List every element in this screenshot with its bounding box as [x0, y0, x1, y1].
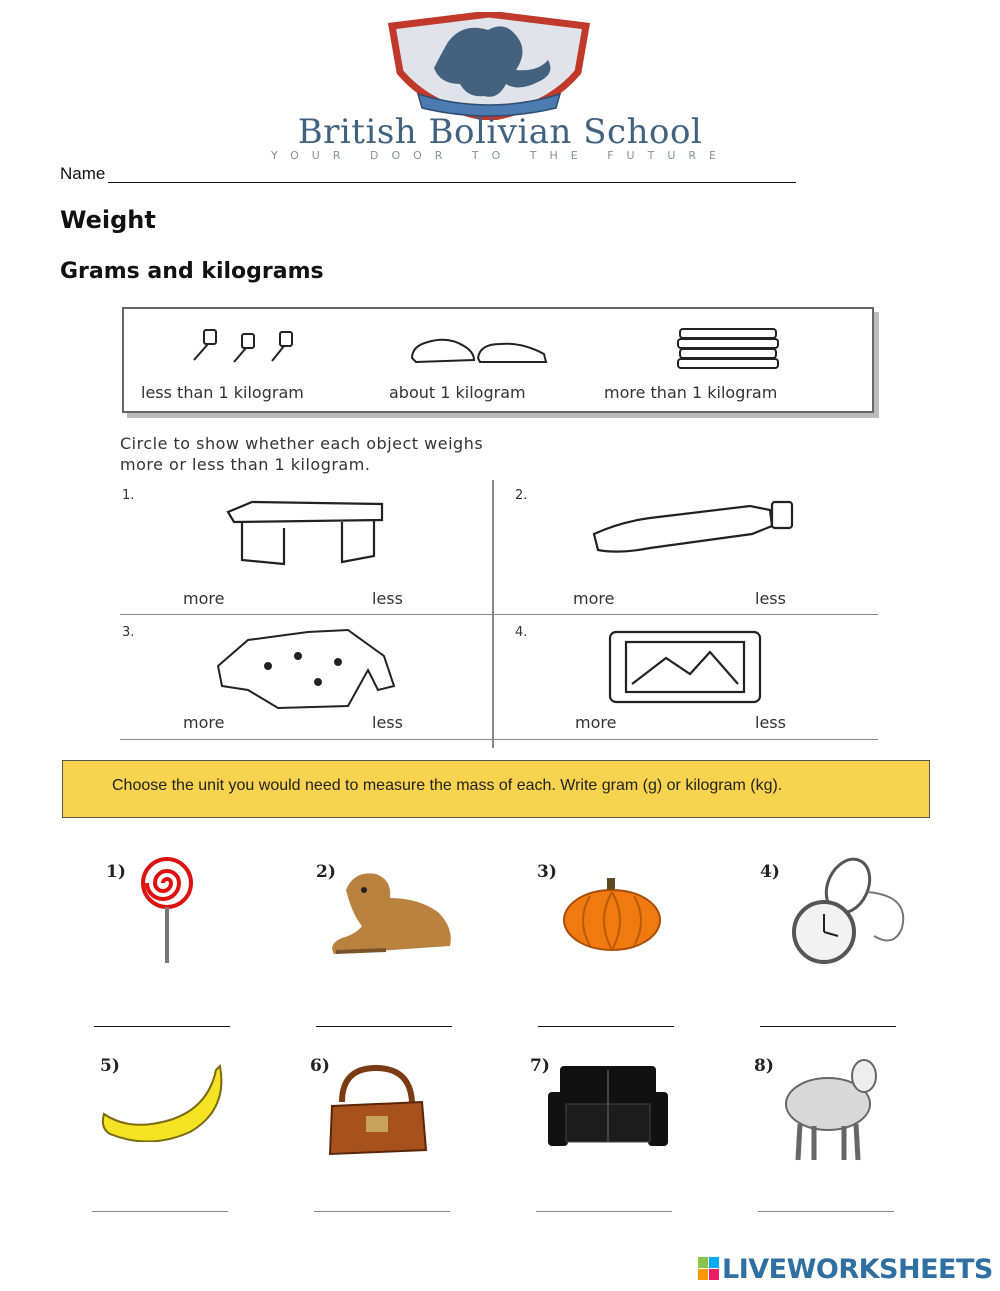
sneakers-icon: [408, 328, 550, 370]
sofa-icon: [546, 1064, 670, 1158]
unit-item-number: 2): [316, 862, 336, 882]
unit-item-number: 1): [106, 862, 126, 882]
unit-item-number: 7): [530, 1056, 550, 1076]
circle-instruction-line2: more or less than 1 kilogram.: [120, 455, 371, 474]
circle-option-less[interactable]: less: [755, 713, 786, 732]
table-icon: [222, 498, 388, 574]
liveworksheets-brand[interactable]: LIVEWORKSHEETS: [722, 1254, 993, 1285]
answer-field[interactable]: [758, 1211, 894, 1212]
handbag-icon: [322, 1062, 432, 1164]
unit-item-number: 6): [310, 1056, 330, 1076]
unit-item-number: 4): [760, 862, 780, 882]
page-title: Weight: [60, 206, 156, 234]
unit-item-number: 3): [537, 862, 557, 882]
circle-option-less[interactable]: less: [755, 589, 786, 608]
answer-field[interactable]: [536, 1211, 672, 1212]
name-label: Name: [60, 164, 106, 183]
unit-item-number: 5): [100, 1056, 120, 1076]
pocket-watch-icon: [784, 856, 914, 972]
banana-icon: [100, 1062, 224, 1146]
picture-frame-icon: [606, 628, 764, 710]
grid-divider-bottom: [120, 739, 878, 740]
circle-option-more[interactable]: more: [183, 589, 225, 608]
stacked-books-icon: [674, 325, 784, 373]
lollipop-icon: [140, 856, 194, 970]
page-subtitle: Grams and kilograms: [60, 259, 324, 284]
name-input-line[interactable]: [108, 182, 796, 183]
reference-label-less: less than 1 kilogram: [141, 383, 304, 402]
toothpaste-tube-icon: [590, 496, 800, 564]
reference-label-more: more than 1 kilogram: [604, 383, 778, 402]
circle-option-less[interactable]: less: [372, 589, 403, 608]
circle-option-more[interactable]: more: [573, 589, 615, 608]
circle-option-more[interactable]: more: [183, 713, 225, 732]
answer-field[interactable]: [92, 1211, 228, 1212]
circle-option-less[interactable]: less: [372, 713, 403, 732]
school-name: British Bolivian School: [297, 112, 703, 152]
sheep-icon: [778, 1054, 882, 1168]
answer-field[interactable]: [314, 1211, 450, 1212]
circle-item-number: 1.: [122, 488, 135, 503]
circle-item-number: 3.: [122, 625, 135, 640]
school-crest-logo: [388, 12, 590, 120]
reference-label-about: about 1 kilogram: [389, 383, 526, 402]
answer-field[interactable]: [538, 1026, 674, 1027]
school-tagline: YOUR DOOR TO THE FUTURE: [271, 149, 729, 162]
grid-divider-horizontal: [120, 614, 878, 615]
answer-field[interactable]: [760, 1026, 896, 1027]
dog-icon: [326, 864, 456, 962]
circle-item-number: 4.: [515, 625, 528, 640]
circle-item-number: 2.: [515, 488, 528, 503]
pumpkin-icon: [560, 876, 664, 956]
paintbrushes-icon: [190, 326, 306, 368]
shirt-icon: [208, 626, 396, 714]
liveworksheets-logo-icon: [698, 1257, 720, 1285]
circle-instruction-line1: Circle to show whether each object weighs: [120, 434, 484, 453]
answer-field[interactable]: [316, 1026, 452, 1027]
unit-instruction-text: Choose the unit you would need to measure the mass of each. Write gram (g) or kilogram (kg).: [112, 777, 783, 794]
circle-option-more[interactable]: more: [575, 713, 617, 732]
answer-field[interactable]: [94, 1026, 230, 1027]
unit-item-number: 8): [754, 1056, 774, 1076]
